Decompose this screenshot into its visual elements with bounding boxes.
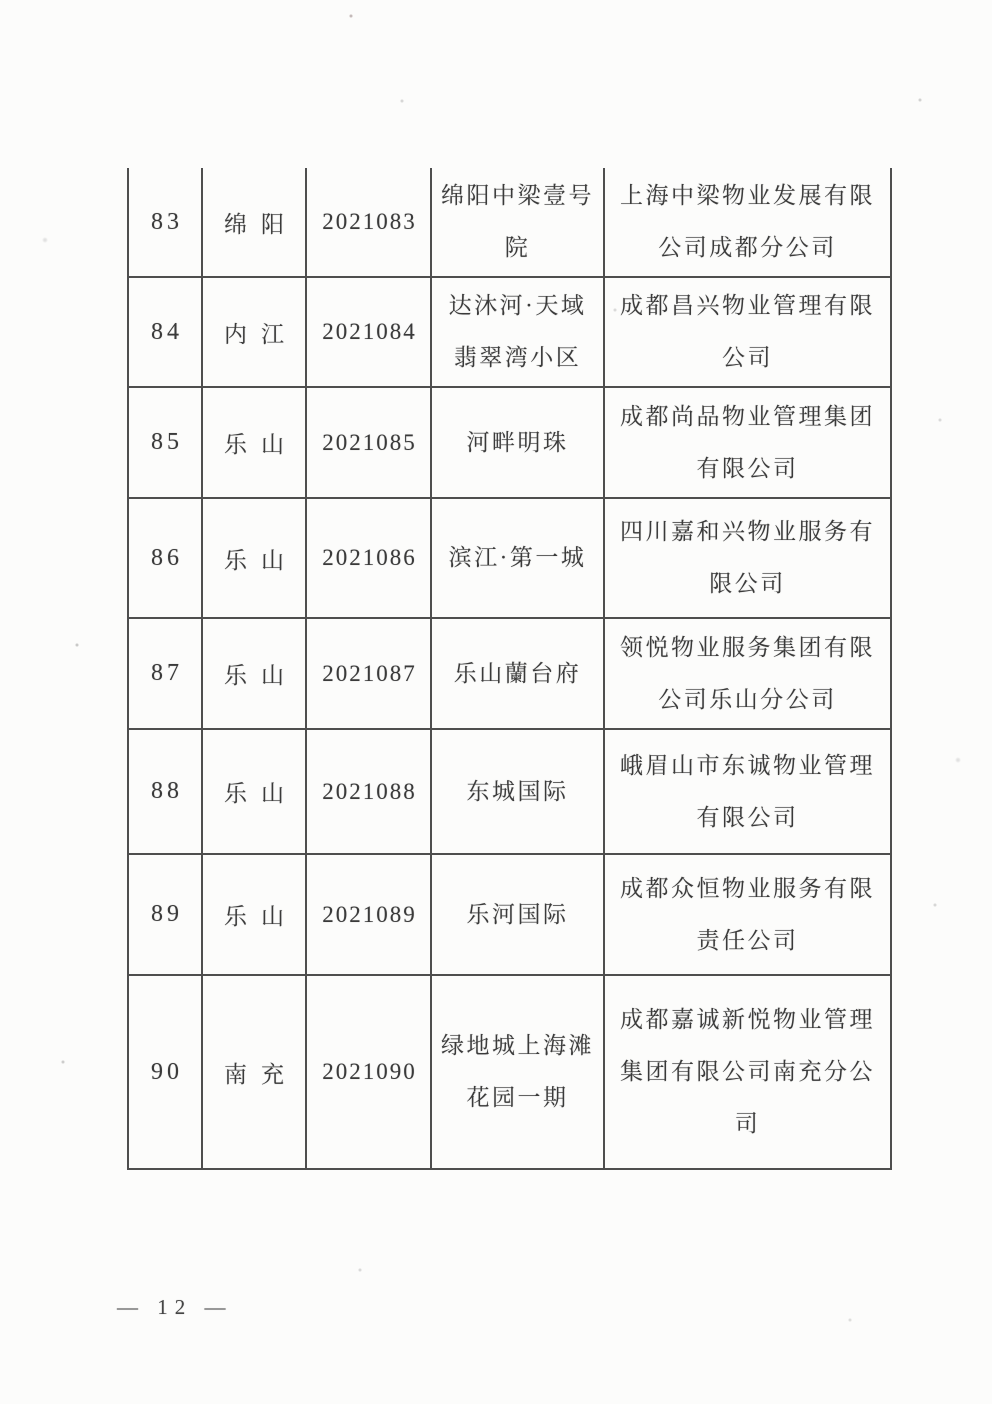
registry-table [127, 168, 892, 1170]
cell-row-number: 85 [129, 386, 203, 497]
page-number: — 12 — [117, 1295, 233, 1319]
cell-cert-number: 2021086 [307, 497, 432, 617]
cell-row-number: 84 [129, 276, 203, 386]
cell-project-name: 乐山蘭台府 [432, 617, 605, 728]
cell-city: 南充 [203, 974, 307, 1168]
cell-cert-number: 2021083 [307, 168, 432, 276]
cell-row-number: 89 [129, 853, 203, 974]
cell-city: 绵阳 [203, 168, 307, 276]
cell-project-name: 绵阳中梁壹号院 [432, 168, 605, 276]
cell-project-name: 河畔明珠 [432, 386, 605, 497]
cell-city: 乐山 [203, 497, 307, 617]
cell-project-name: 达沐河·天域翡翠湾小区 [432, 276, 605, 386]
cell-company-name: 成都众恒物业服务有限责任公司 [605, 853, 892, 974]
cell-company-name: 成都嘉诚新悦物业管理集团有限公司南充分公司 [605, 974, 892, 1168]
cell-row-number: 86 [129, 497, 203, 617]
cell-company-name: 峨眉山市东诚物业管理有限公司 [605, 728, 892, 853]
cell-cert-number: 2021085 [307, 386, 432, 497]
cell-row-number: 87 [129, 617, 203, 728]
cell-city: 乐山 [203, 617, 307, 728]
cell-project-name: 滨江·第一城 [432, 497, 605, 617]
cell-cert-number: 2021090 [307, 974, 432, 1168]
cell-city: 乐山 [203, 728, 307, 853]
cell-cert-number: 2021088 [307, 728, 432, 853]
cell-row-number: 88 [129, 728, 203, 853]
cell-company-name: 成都尚品物业管理集团有限公司 [605, 386, 892, 497]
cell-row-number: 90 [129, 974, 203, 1168]
cell-project-name: 东城国际 [432, 728, 605, 853]
cell-city: 内江 [203, 276, 307, 386]
cell-company-name: 成都昌兴物业管理有限公司 [605, 276, 892, 386]
cell-row-number: 83 [129, 168, 203, 276]
cell-cert-number: 2021089 [307, 853, 432, 974]
cell-city: 乐山 [203, 853, 307, 974]
cell-city: 乐山 [203, 386, 307, 497]
cell-project-name: 乐河国际 [432, 853, 605, 974]
cell-company-name: 上海中梁物业发展有限公司成都分公司 [605, 168, 892, 276]
cell-cert-number: 2021084 [307, 276, 432, 386]
cell-company-name: 四川嘉和兴物业服务有限公司 [605, 497, 892, 617]
cell-cert-number: 2021087 [307, 617, 432, 728]
cell-company-name: 领悦物业服务集团有限公司乐山分公司 [605, 617, 892, 728]
cell-project-name: 绿地城上海滩花园一期 [432, 974, 605, 1168]
